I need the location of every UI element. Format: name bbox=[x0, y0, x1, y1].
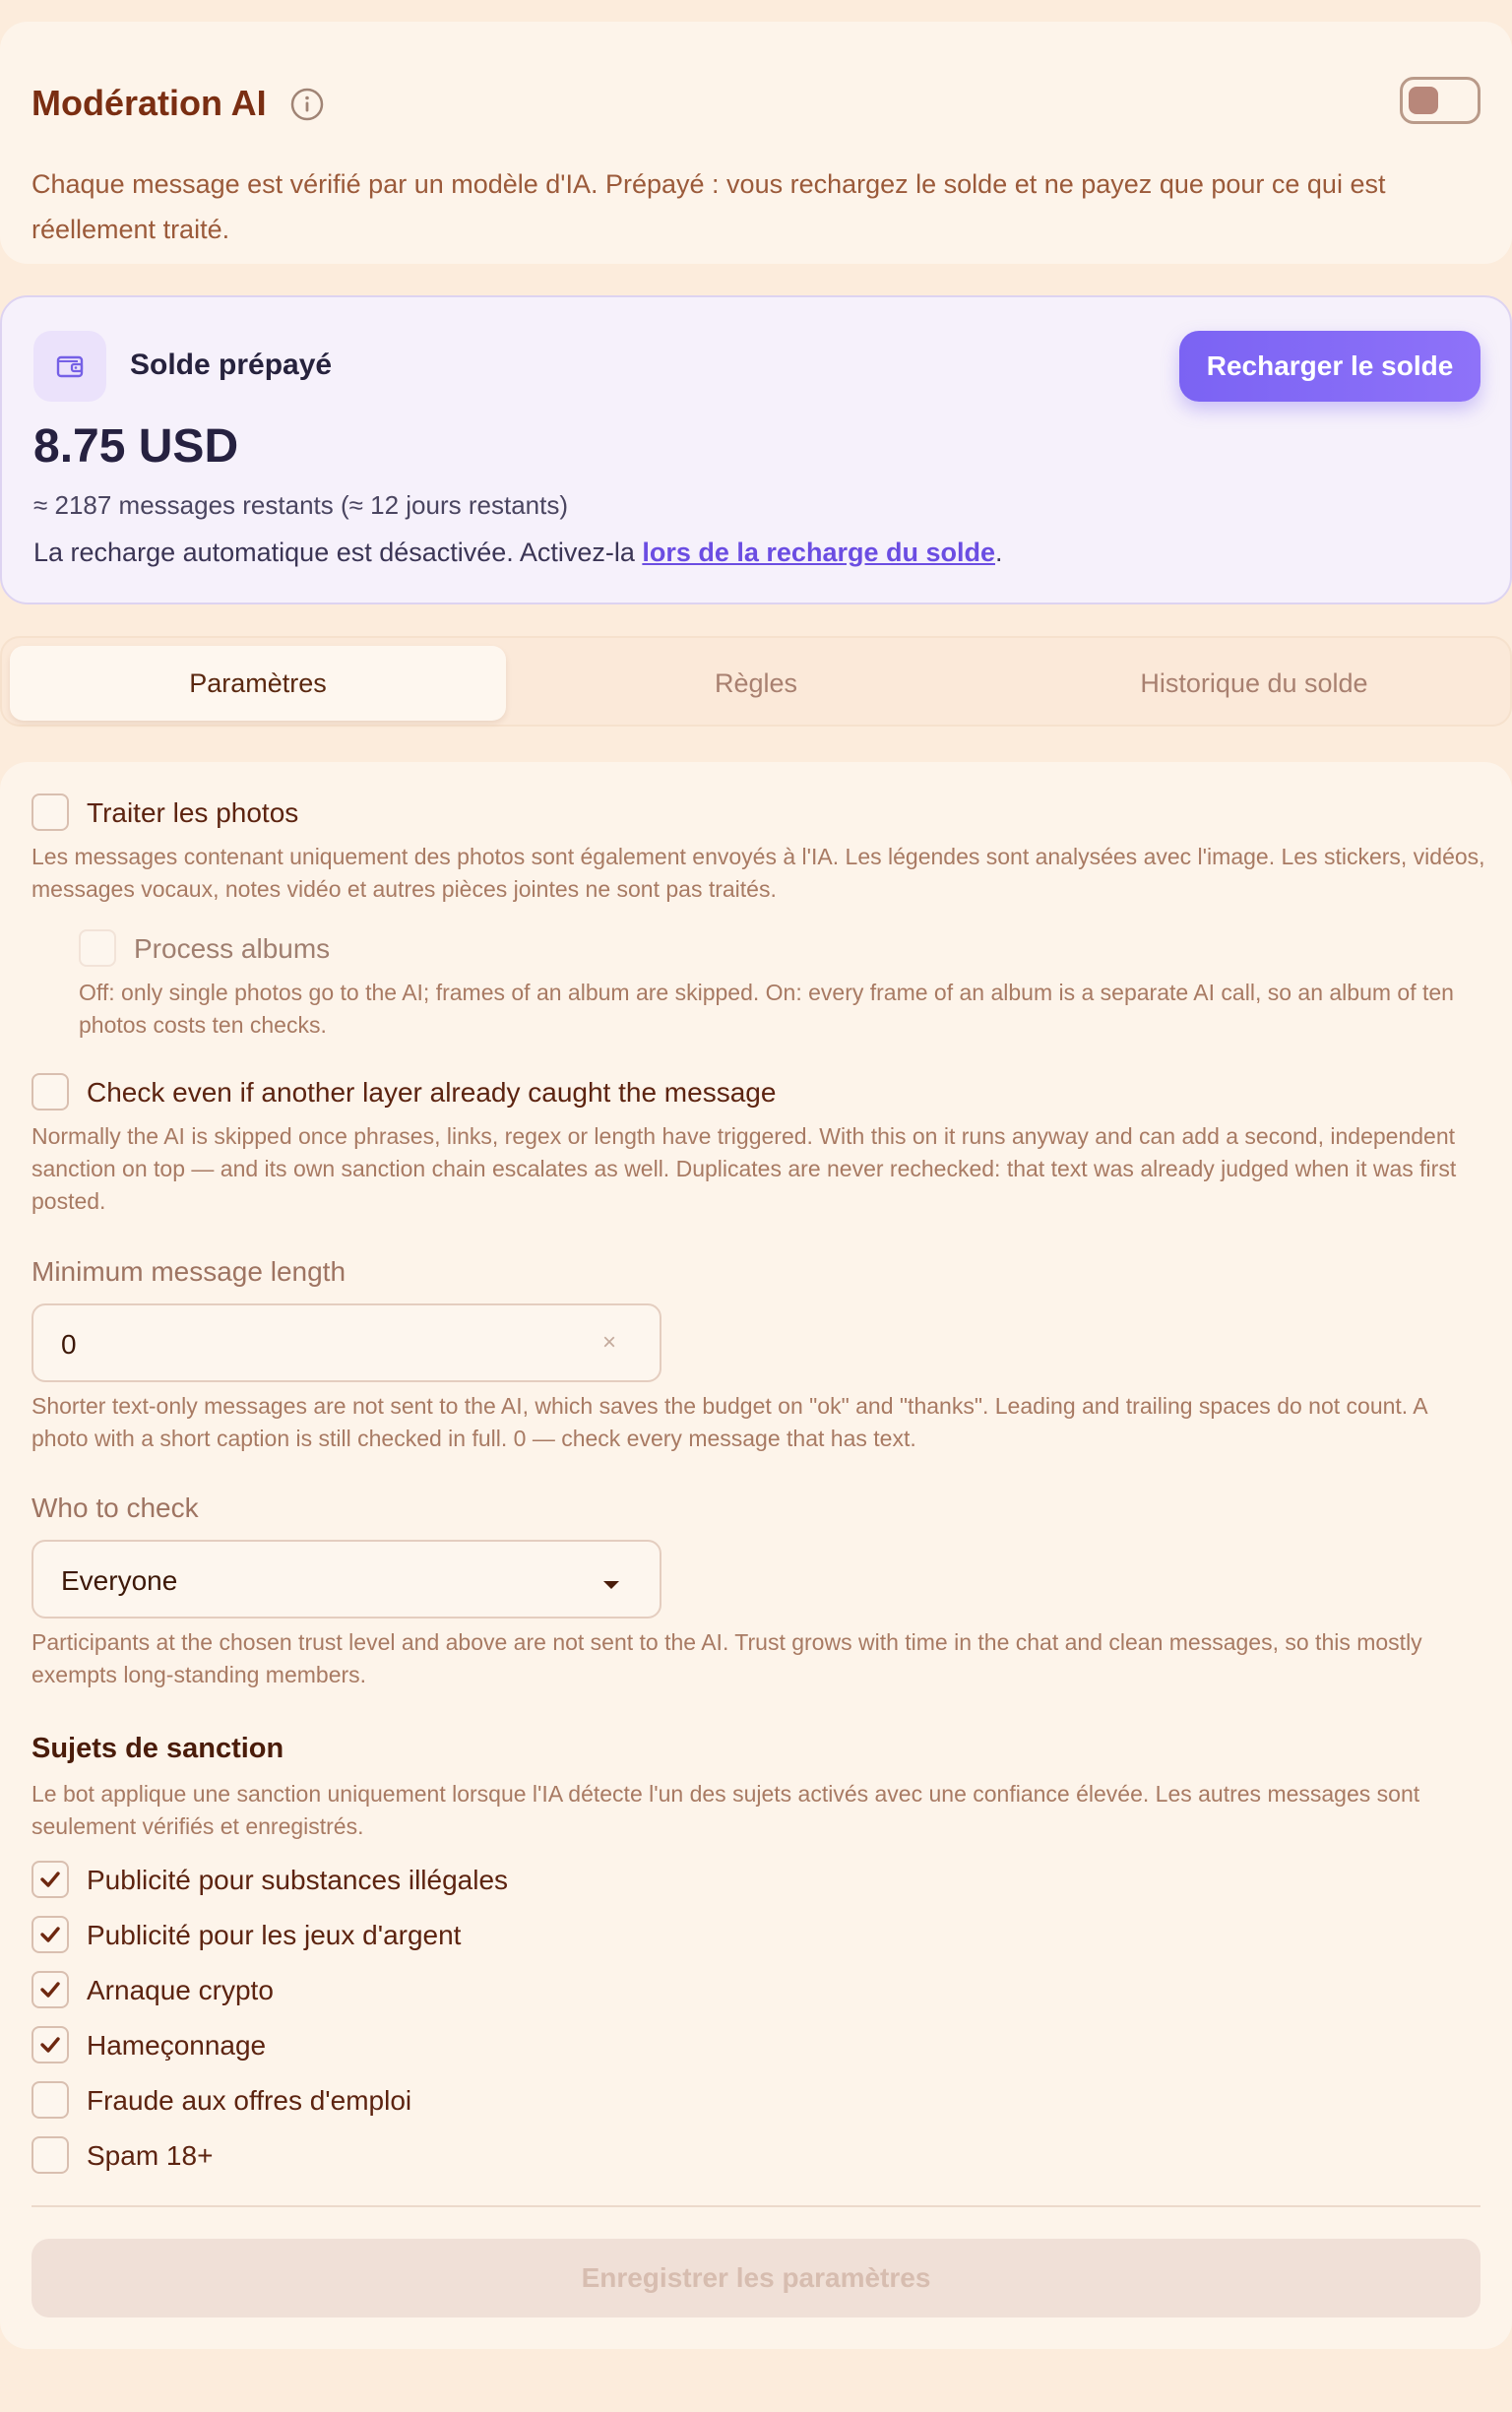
autorecharge-notice bbox=[33, 538, 1003, 568]
who-to-check-help: Participants at the chosen trust level and above are not sent to the AI. Trust grows with time in the chat and clean messages, so this mostly exempts long-standing members. bbox=[32, 1629, 1422, 1687]
ai-moderation-header-card bbox=[0, 22, 1512, 264]
min-length-help: Shorter text-only messages are not sent to the AI, which saves the budget on "ok" and "thanks". Leading and trailing spaces do not count. A photo with a short caption is still checked in full. 0 — check every message that has text. bbox=[32, 1393, 1427, 1451]
tab-historique[interactable]: Historique du solde bbox=[1140, 667, 1368, 698]
sanction-topics-help: Le bot applique une sanction uniquement lorsque l'IA détecte l'un des sujets activés avec une confiance élevée. Les autres messages sont seulement vérifiés et enregistrés. bbox=[32, 1781, 1420, 1839]
header-description: Chaque message est vérifié par un modèle d'IA. Prépayé : vous rechargez le solde et ne payez que pour ce qui est réellement traité. bbox=[32, 169, 1386, 244]
divider bbox=[32, 2205, 1480, 2207]
topic-label: Hameçonnage bbox=[87, 2030, 267, 2061]
who-to-check-select[interactable] bbox=[32, 1540, 662, 1619]
topic-checkbox-crypto-scam[interactable] bbox=[32, 1971, 69, 2008]
process-photos-label: Traiter les photos bbox=[87, 797, 299, 828]
min-length-value: 0 bbox=[61, 1329, 77, 1360]
check-even-if-caught-help: Normally the AI is skipped once phrases, links, regex or length have triggered. With this on it runs anyway and can add a second, independent sanction on top — and its own sanction chain escalates as well. Duplicates are never rechecked: that text was already judged when it was first posted. bbox=[32, 1123, 1457, 1214]
topic-checkbox-phishing[interactable] bbox=[32, 2026, 69, 2063]
wallet-icon bbox=[33, 331, 106, 402]
topic-checkbox-illegal-substances[interactable] bbox=[32, 1861, 69, 1898]
save-settings-button[interactable]: Enregistrer les paramètres bbox=[32, 2239, 1480, 2317]
chevron-down-icon bbox=[602, 1577, 620, 1595]
topic-label: Spam 18+ bbox=[87, 2140, 214, 2171]
topic-checkbox-job-fraud[interactable] bbox=[32, 2081, 69, 2119]
check-even-if-caught-label: Check even if another layer already caught the message bbox=[87, 1077, 777, 1108]
balance-amount: 8.75 USD bbox=[33, 420, 239, 473]
sanction-topics-title: Sujets de sanction bbox=[32, 1733, 284, 1764]
toggle-knob bbox=[1409, 87, 1438, 114]
moderation-toggle[interactable] bbox=[1400, 77, 1480, 124]
settings-tabs bbox=[0, 636, 1512, 727]
checkmark-icon bbox=[37, 1977, 63, 2002]
process-photos-checkbox[interactable] bbox=[32, 793, 69, 831]
autorecharge-text: La recharge automatique est désactivée. Activez-la bbox=[33, 538, 643, 567]
topic-checkbox-adult-spam[interactable] bbox=[32, 2136, 69, 2174]
process-albums-checkbox[interactable] bbox=[79, 929, 116, 967]
checkmark-icon bbox=[37, 1867, 63, 1892]
tab-parametres[interactable]: Paramètres bbox=[10, 646, 506, 721]
autorecharge-link[interactable]: lors de la recharge du solde bbox=[642, 538, 995, 567]
who-to-check-label: Who to check bbox=[32, 1492, 199, 1523]
checkmark-icon bbox=[37, 2032, 63, 2058]
topic-label: Publicité pour les jeux d'argent bbox=[87, 1920, 462, 1950]
process-albums-help: Off: only single photos go to the AI; frames of an album are skipped. On: every frame of an album is a separate AI call, so an album of ten photos costs ten checks. bbox=[79, 980, 1454, 1038]
min-length-input[interactable] bbox=[32, 1303, 662, 1382]
page-title: Modération AI bbox=[32, 83, 267, 123]
topic-label: Fraude aux offres d'emploi bbox=[87, 2085, 412, 2116]
balance-card bbox=[0, 295, 1512, 604]
who-to-check-value: Everyone bbox=[61, 1565, 178, 1596]
checkmark-icon bbox=[37, 1922, 63, 1947]
autorecharge-suffix: . bbox=[994, 538, 1003, 567]
info-icon[interactable] bbox=[289, 87, 325, 122]
process-photos-help: Les messages contenant uniquement des photos sont également envoyés à l'IA. Les légendes sont analysées avec l'image. Les stickers, vidéos, messages vocaux, notes vidéo et autres pièces jointes ne sont pas traités. bbox=[32, 844, 1485, 902]
process-albums-label: Process albums bbox=[134, 933, 331, 964]
check-even-if-caught-checkbox[interactable] bbox=[32, 1073, 69, 1111]
min-length-label: Minimum message length bbox=[32, 1256, 346, 1287]
recharge-balance-button[interactable]: Recharger le solde bbox=[1179, 331, 1480, 402]
clear-icon[interactable]: × bbox=[601, 1329, 616, 1356]
topic-label: Arnaque crypto bbox=[87, 1975, 274, 2005]
tab-regles[interactable]: Règles bbox=[714, 667, 798, 698]
topic-label: Publicité pour substances illégales bbox=[87, 1865, 509, 1895]
balance-title: Solde prépayé bbox=[130, 349, 333, 381]
topic-checkbox-gambling[interactable] bbox=[32, 1916, 69, 1953]
messages-remaining: ≈ 2187 messages restants (≈ 12 jours restants) bbox=[33, 490, 569, 520]
